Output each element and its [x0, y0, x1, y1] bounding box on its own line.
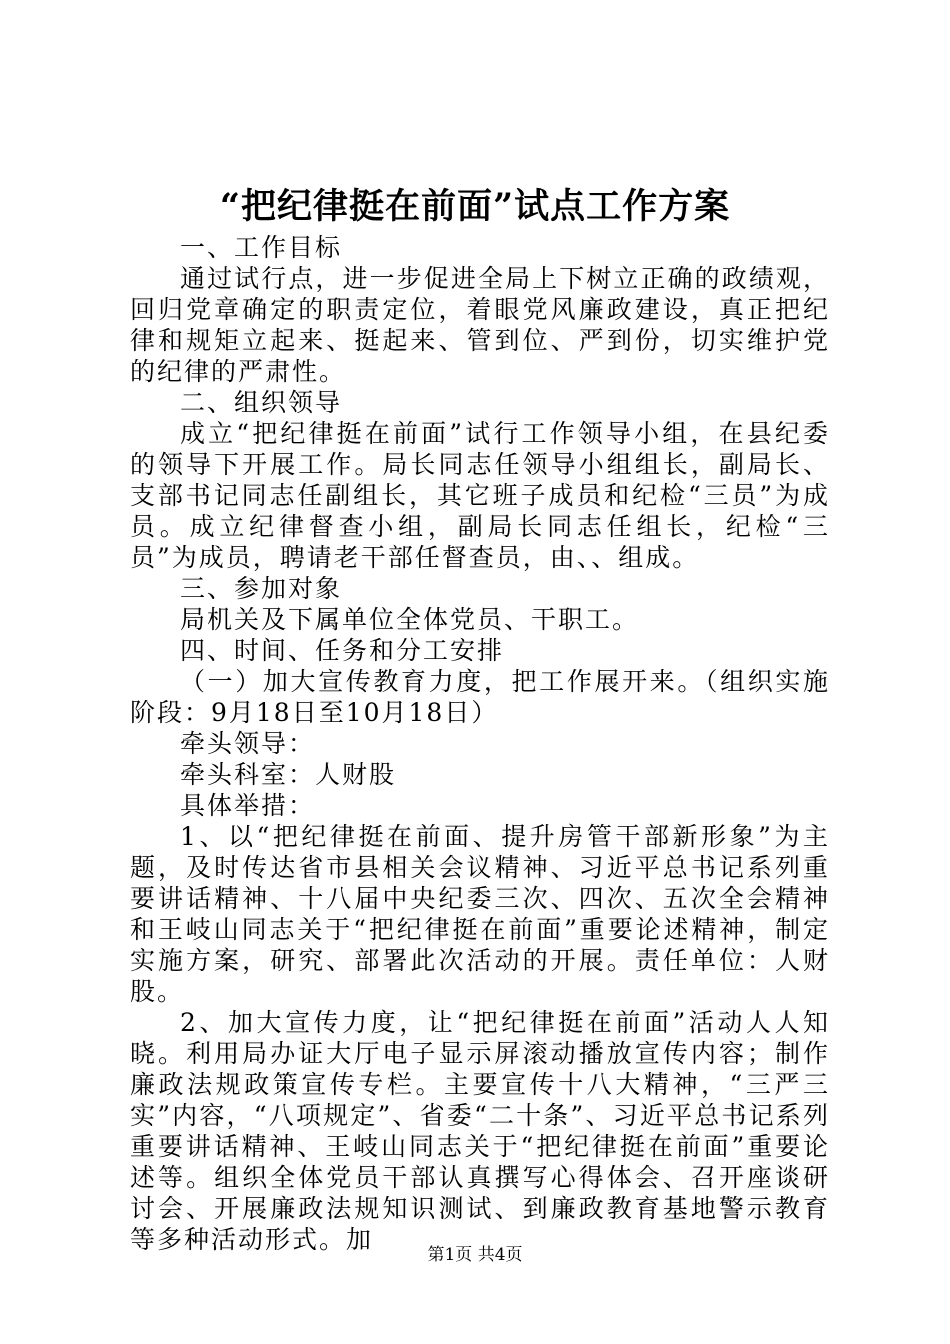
page-footer: 第1页 共4页 — [427, 1245, 523, 1265]
subsection-heading-publicity: （一）加大宣传教育力度，把工作展开来。（组织实施阶段：9月18日至10月18日） — [130, 667, 830, 727]
measure-item-1: 1、以“把纪律挺在前面、提升房管干部新形象”为主题，及时传达省市县相关会议精神、习近平总书记系列重要讲话精神、十八届中央纪委三次、四次、五次全会精神和王岐山同志关于“把纪律挺在前面”重要论述精神，制定实施方案，研究、部署此次活动的开展。责任单位：人财股。 — [130, 822, 830, 1006]
document-body — [130, 232, 830, 1255]
paragraph-goals: 通过试行点，进一步促进全局上下树立正确的政绩观，回归党章确定的职责定位，着眼党风廉政建设，真正把纪律和规矩立起来、挺起来、管到位、严到份，切实维护党的纪律的严肃性。 — [130, 264, 830, 386]
paragraph-leadership: 成立“把纪律挺在前面”试行工作领导小组，在县纪委的领导下开展工作。局长同志任领导小组组长，副局长、支部书记同志任副组长，其它班子成员和纪检“三员”为成员。成立纪律督查小组，副局长同志任组长，纪检“三员”为成员，聘请老干部任督查员，由、、组成。 — [130, 419, 830, 572]
lead-department-line: 牵头科室：人财股 — [180, 760, 397, 789]
paragraph-participants: 局机关及下属单位全体党员、干职工。 — [180, 605, 640, 634]
section-heading-leadership: 二、组织领导 — [180, 388, 343, 417]
section-heading-schedule: 四、时间、任务和分工安排 — [180, 636, 505, 665]
document-title: “把纪律挺在前面”试点工作方案 — [219, 186, 731, 227]
measure-item-2: 2、加大宣传力度，让“把纪律挺在前面”活动人人知晓。利用局办证大厅电子显示屏滚动播放宣传内容；制作廉政法规政策宣传专栏。主要宣传十八大精神，“三严三实”内容，“八项规定”、省委“二十条”、习近平总书记系列重要讲话精神、王岐山同志关于“把纪律挺在前面”重要论述等。组织全体党员干部认真撰写心得体会、召开座谈研讨会、开展廉政法规知识测试、到廉政教育基地警示教育等多种活动形式。加 — [130, 1008, 830, 1254]
section-heading-goals: 一、工作目标 — [180, 233, 343, 262]
lead-leader-line: 牵头领导： — [180, 729, 316, 758]
section-heading-participants: 三、参加对象 — [180, 574, 343, 603]
measures-heading: 具体举措： — [180, 791, 316, 820]
